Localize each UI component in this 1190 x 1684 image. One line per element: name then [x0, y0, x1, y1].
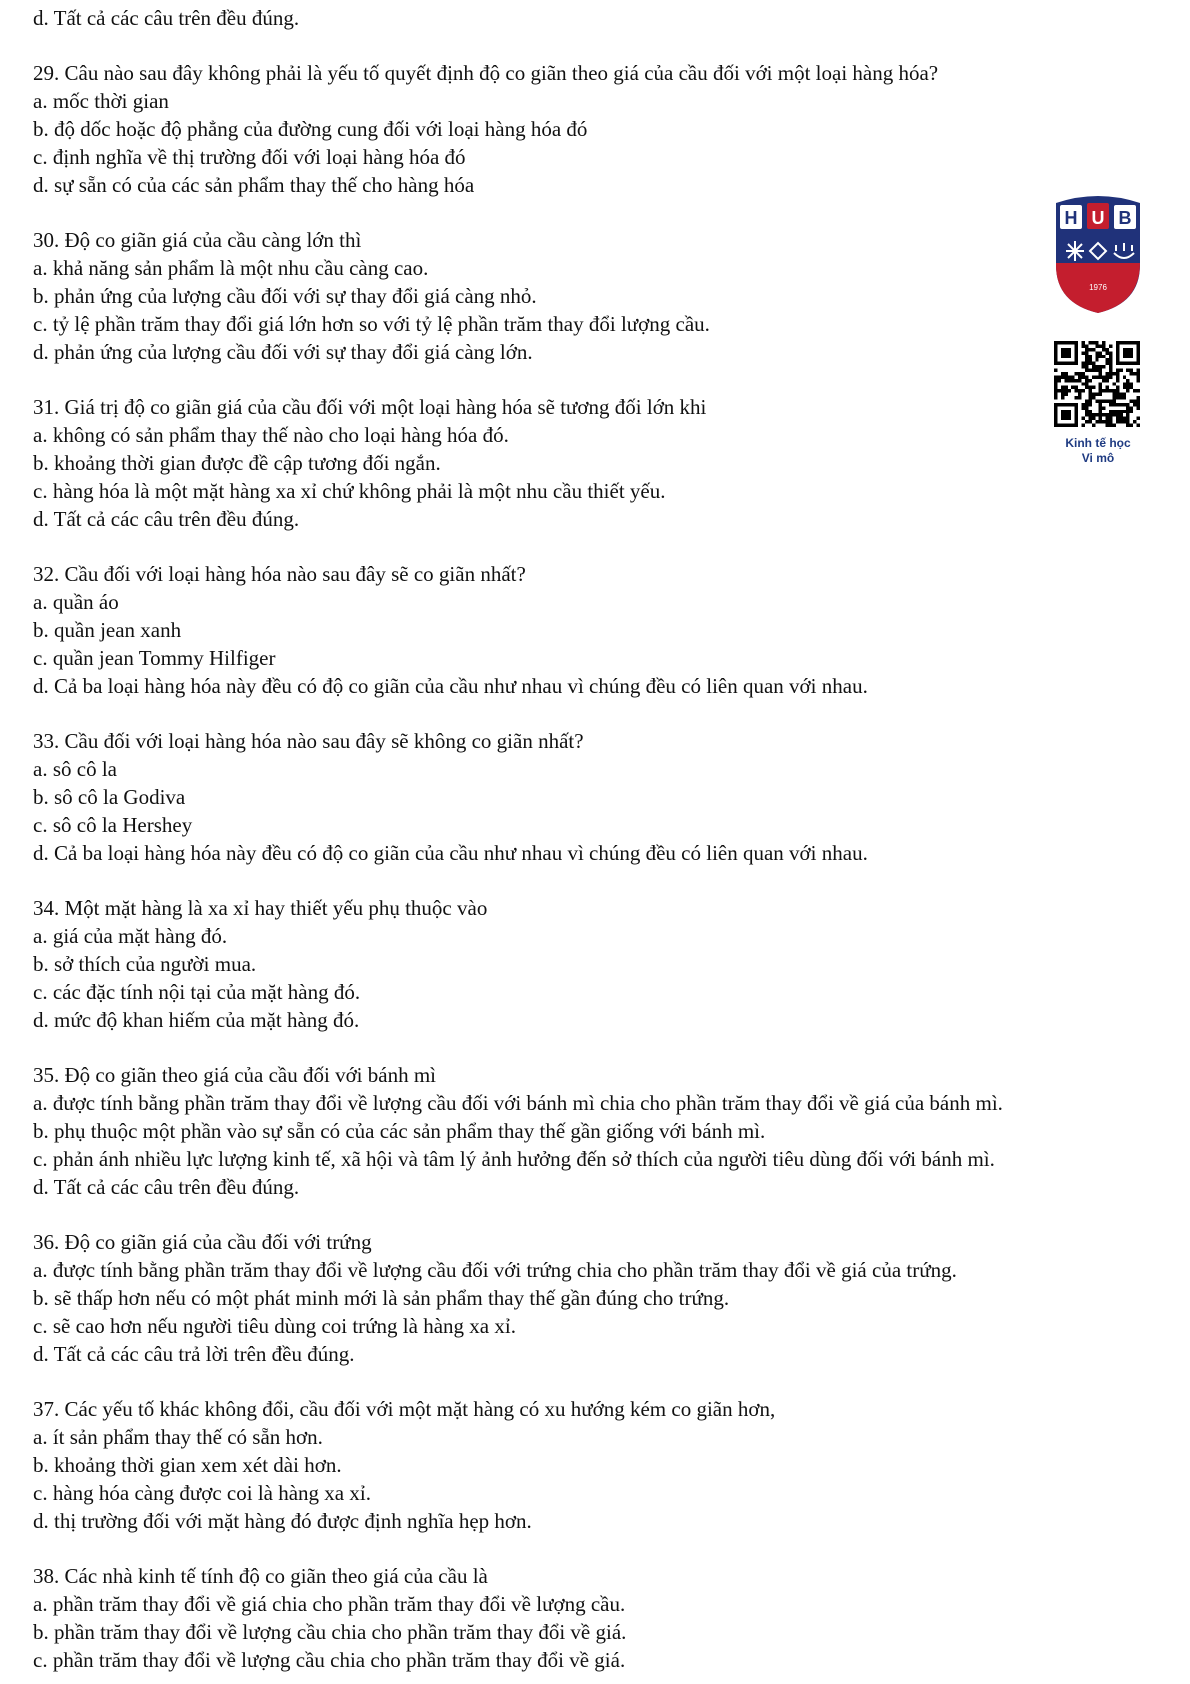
question-block: [33, 894, 1158, 1034]
answer-option: d. Cả ba loại hàng hóa này đều có độ co giãn của cầu như nhau vì chúng đều có liên quan với nhau.: [33, 841, 868, 865]
answer-option: d. phản ứng của lượng cầu đối với sự thay đổi giá càng lớn.: [33, 340, 533, 364]
answer-option: c. tỷ lệ phần trăm thay đổi giá lớn hơn so với tỷ lệ phần trăm thay đổi lượng cầu.: [33, 312, 710, 336]
question-spacer: [33, 533, 1158, 560]
question-block: [33, 59, 1158, 199]
answer-option: a. ít sản phẩm thay thế có sẵn hơn.: [33, 1425, 323, 1449]
question-text: 37. Các yếu tố khác không đổi, cầu đối với một mặt hàng có xu hướng kém co giãn hơn,: [33, 1397, 776, 1421]
previous-answer-line: d. Tất cả các câu trên đều đúng.: [33, 6, 300, 30]
answer-option: c. phần trăm thay đổi về lượng cầu chia cho phần trăm thay đổi về giá.: [33, 1648, 626, 1672]
question-block: [33, 1061, 1158, 1201]
question-spacer: [33, 1368, 1158, 1395]
question-text: 34. Một mặt hàng là xa xỉ hay thiết yếu phụ thuộc vào: [33, 896, 488, 920]
logo-year: 1976: [1089, 283, 1107, 292]
answer-option: d. Cả ba loại hàng hóa này đều có độ co giãn của cầu như nhau vì chúng đều có liên quan với nhau.: [33, 674, 868, 698]
answer-option: b. sở thích của người mua.: [33, 952, 257, 976]
question-block: [33, 1562, 1158, 1674]
question-spacer: [33, 199, 1158, 226]
question-block: [33, 393, 1158, 533]
hub-logo-icon: [1054, 195, 1142, 315]
answer-option: a. phần trăm thay đổi về giá chia cho phần trăm thay đổi về lượng cầu.: [33, 1592, 626, 1616]
answer-option: c. phản ánh nhiều lực lượng kinh tế, xã hội và tâm lý ảnh hưởng đến sở thích của người tiêu dùng đối với bánh mì.: [33, 1147, 995, 1171]
question-text: 31. Giá trị độ co giãn giá của cầu đối với một loại hàng hóa sẽ tương đối lớn khi: [33, 395, 707, 419]
question-text: 30. Độ co giãn giá của cầu càng lớn thì: [33, 228, 362, 252]
answer-option: b. phản ứng của lượng cầu đối với sự thay đổi giá càng nhỏ.: [33, 284, 537, 308]
answer-option: c. sẽ cao hơn nếu người tiêu dùng coi trứng là hàng xa xỉ.: [33, 1314, 516, 1338]
question-spacer: [33, 1034, 1158, 1061]
answer-option: a. được tính bằng phần trăm thay đổi về lượng cầu đối với trứng chia cho phần trăm thay đổi về giá của trứng.: [33, 1258, 957, 1282]
answer-option: b. khoảng thời gian xem xét dài hơn.: [33, 1453, 342, 1477]
answer-option: d. mức độ khan hiếm của mặt hàng đó.: [33, 1008, 360, 1032]
answer-option: d. sự sẵn có của các sản phẩm thay thế cho hàng hóa: [33, 173, 475, 197]
answer-option: b. khoảng thời gian được đề cập tương đối ngắn.: [33, 451, 441, 475]
answer-option: c. quần jean Tommy Hilfiger: [33, 646, 276, 670]
logo-letter-h: H: [1064, 208, 1078, 228]
question-spacer: [33, 1201, 1158, 1228]
answer-option: c. hàng hóa càng được coi là hàng xa xỉ.: [33, 1481, 371, 1505]
answer-option: b. sẽ thấp hơn nếu có một phát minh mới là sản phẩm thay thế gần đúng cho trứng.: [33, 1286, 730, 1310]
question-text: 29. Câu nào sau đây không phải là yếu tố quyết định độ co giãn theo giá của cầu đối với một loại hàng hóa?: [33, 61, 939, 85]
qr-code-icon: [1054, 341, 1140, 427]
question-spacer: [33, 867, 1158, 894]
answer-option: a. mốc thời gian: [33, 89, 169, 113]
answer-option: a. không có sản phẩm thay thế nào cho loại hàng hóa đó.: [33, 423, 509, 447]
question-spacer: [33, 366, 1158, 393]
answer-option: d. Tất cả các câu trả lời trên đều đúng.: [33, 1342, 355, 1366]
document-body: [33, 0, 1158, 1674]
logo-letter-b: B: [1118, 208, 1132, 228]
question-spacer: [33, 700, 1158, 727]
question-text: 35. Độ co giãn theo giá của cầu đối với bánh mì: [33, 1063, 436, 1087]
answer-option: b. độ dốc hoặc độ phẳng của đường cung đối với loại hàng hóa đó: [33, 117, 588, 141]
answer-option: c. định nghĩa về thị trường đối với loại hàng hóa đó: [33, 145, 466, 169]
answer-option: a. được tính bằng phần trăm thay đổi về lượng cầu đối với bánh mì chia cho phần trăm thay đổi về giá của bánh mì.: [33, 1091, 1003, 1115]
logo-caption-level: Vi mô: [1081, 451, 1115, 465]
question-text: 33. Cầu đối với loại hàng hóa nào sau đây sẽ không co giãn nhất?: [33, 729, 584, 753]
answer-option: b. sô cô la Godiva: [33, 785, 186, 809]
question-list: [33, 32, 1158, 1674]
answer-option: a. quần áo: [33, 590, 119, 614]
answer-option: a. giá của mặt hàng đó.: [33, 924, 228, 948]
logo-letter-u: U: [1091, 208, 1105, 228]
answer-option: b. phụ thuộc một phần vào sự sẵn có của các sản phẩm thay thế gần giống với bánh mì.: [33, 1119, 766, 1143]
answer-option: c. hàng hóa là một mặt hàng xa xỉ chứ không phải là một nhu cầu thiết yếu.: [33, 479, 666, 503]
answer-option: c. các đặc tính nội tại của mặt hàng đó.: [33, 980, 361, 1004]
question-text: 32. Cầu đối với loại hàng hóa nào sau đây sẽ co giãn nhất?: [33, 562, 526, 586]
answer-option: b. quần jean xanh: [33, 618, 182, 642]
question-block: [33, 1228, 1158, 1368]
answer-option: d. Tất cả các câu trên đều đúng.: [33, 507, 300, 531]
question-block: [33, 560, 1158, 700]
question-block: [33, 1395, 1158, 1535]
answer-option: a. sô cô la: [33, 757, 117, 781]
question-text: 38. Các nhà kinh tế tính độ co giãn theo giá của cầu là: [33, 1564, 488, 1588]
question-spacer: [33, 1535, 1158, 1562]
answer-option: a. khả năng sản phẩm là một nhu cầu càng cao.: [33, 256, 429, 280]
question-block: [33, 226, 1158, 366]
answer-option: d. Tất cả các câu trên đều đúng.: [33, 1175, 300, 1199]
logo-caption-subject: Kinh tế học: [1065, 436, 1131, 450]
question-spacer: [33, 32, 1158, 59]
question-text: 36. Độ co giãn giá của cầu đối với trứng: [33, 1230, 372, 1254]
question-block: [33, 727, 1158, 867]
answer-option: d. thị trường đối với mặt hàng đó được định nghĩa hẹp hơn.: [33, 1509, 532, 1533]
answer-option: c. sô cô la Hershey: [33, 813, 193, 837]
answer-option: b. phần trăm thay đổi về lượng cầu chia cho phần trăm thay đổi về giá.: [33, 1620, 627, 1644]
